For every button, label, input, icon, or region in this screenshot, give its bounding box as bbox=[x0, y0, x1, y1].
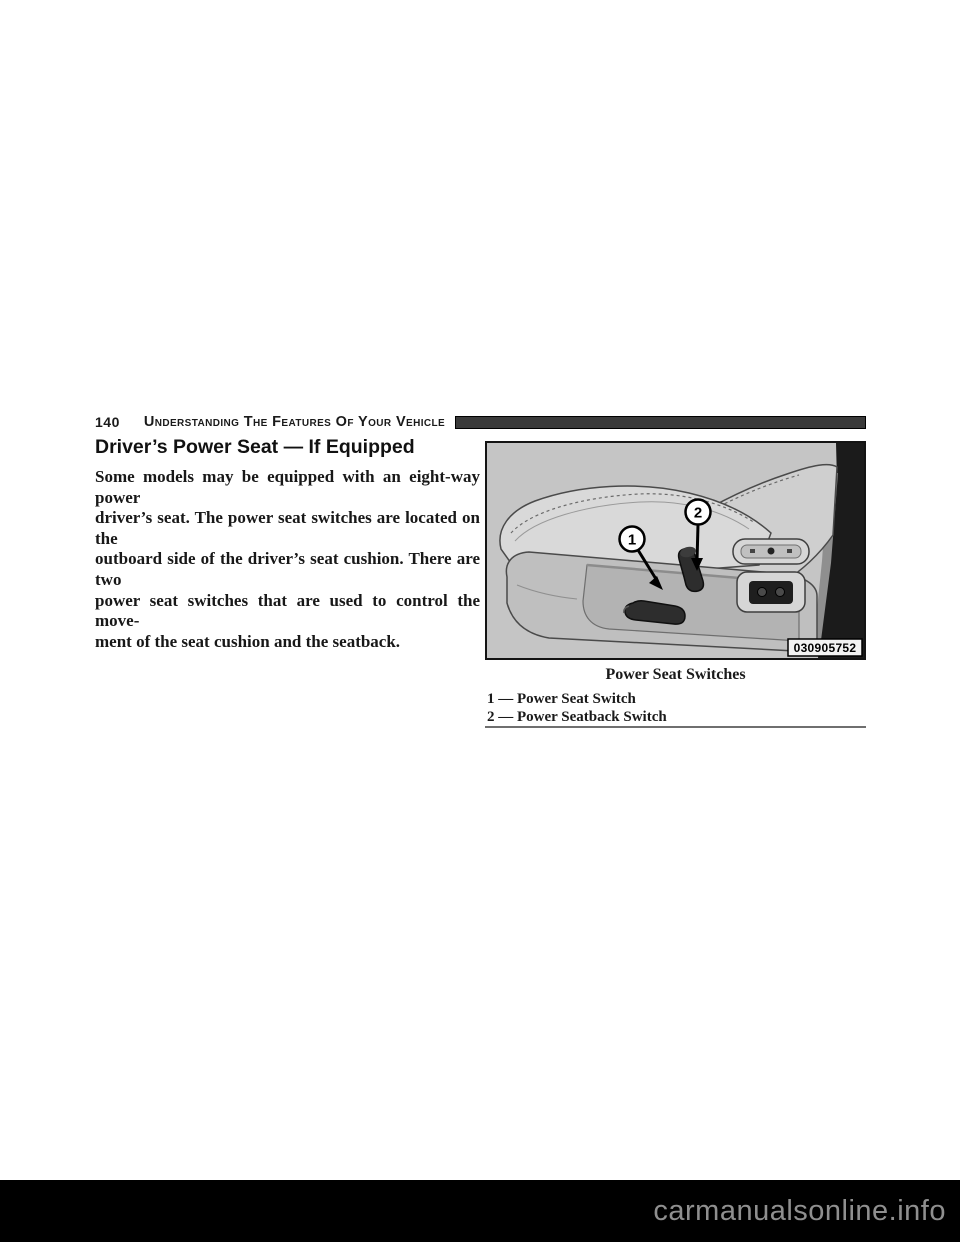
memory-switch-dot bbox=[768, 548, 775, 555]
legend-item: 2 — Power Seatback Switch bbox=[487, 708, 667, 725]
section-title: Understanding The Features Of Your Vehicle bbox=[143, 414, 446, 430]
article-heading: Driver’s Power Seat — If Equipped bbox=[95, 436, 415, 458]
page-number: 140 bbox=[95, 414, 120, 430]
running-header bbox=[95, 413, 866, 431]
figure-caption: Power Seat Switches bbox=[605, 666, 746, 683]
header-rule-bar bbox=[455, 416, 866, 429]
body-line: outboard side of the driver’s seat cushion. There are two bbox=[95, 549, 480, 589]
body-line: ment of the seat cushion and the seatback. bbox=[95, 631, 401, 651]
memory-switch-mark bbox=[750, 549, 755, 553]
callout-1-number: 1 bbox=[627, 531, 637, 549]
callout-2-number: 2 bbox=[693, 504, 703, 522]
body-line: driver’s seat. The power seat switches are located on the bbox=[95, 508, 480, 548]
lumbar-switch-panel bbox=[749, 581, 793, 604]
memory-switch-mark bbox=[787, 549, 792, 553]
legend-divider bbox=[485, 726, 866, 728]
body-line: power seat switches that are used to control the move- bbox=[95, 590, 480, 631]
watermark-text: carmanualsonline.info bbox=[653, 1194, 946, 1227]
watermark-bar bbox=[0, 1180, 960, 1242]
figure-power-seat-switches bbox=[485, 441, 866, 660]
body-line: Some models may be equipped with an eight-way power bbox=[95, 467, 480, 507]
figure-legend bbox=[487, 691, 866, 726]
article-body bbox=[95, 467, 480, 652]
image-number: 030905752 bbox=[793, 641, 857, 655]
legend-item: 1 — Power Seat Switch bbox=[487, 691, 636, 707]
callout-2-arrow-line bbox=[697, 525, 698, 561]
lumbar-button bbox=[776, 588, 785, 597]
seat-illustration bbox=[487, 443, 864, 658]
lumbar-button bbox=[758, 588, 767, 597]
